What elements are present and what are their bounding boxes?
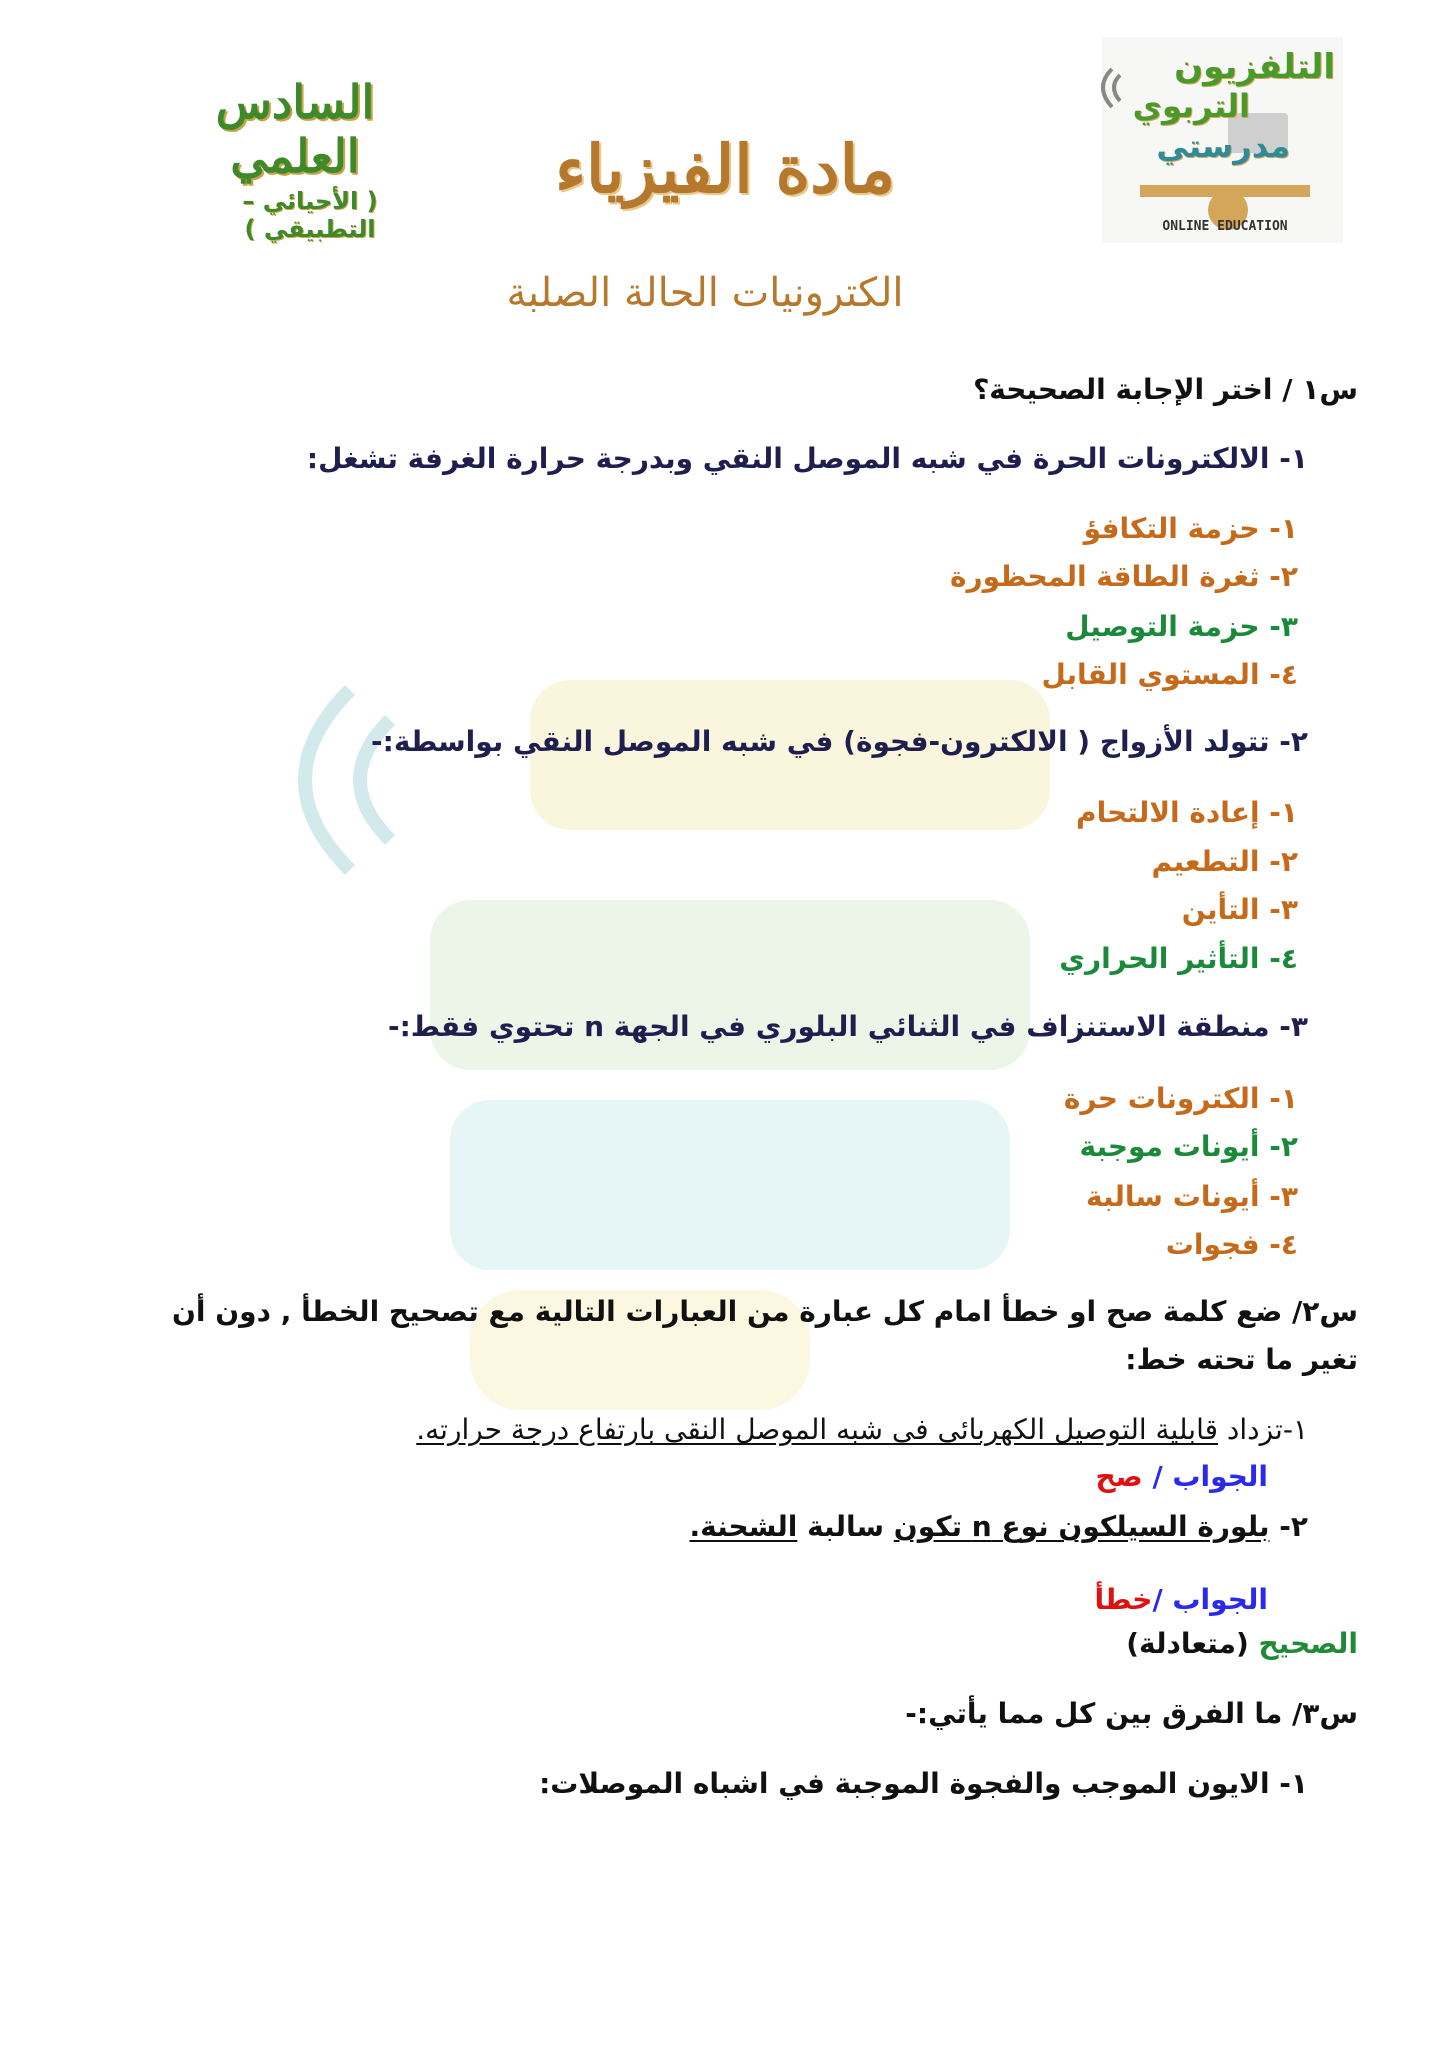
q2-item2-correction bbox=[758, 1627, 1358, 1660]
q2-item1-answer-label: الجواب / bbox=[1152, 1460, 1268, 1493]
q2-item1-underlined: قابلية التوصيل الكهربائى فى شبه الموصل النقى بارتفاع درجة حرارته. bbox=[416, 1413, 1218, 1446]
q1-item2-option3: ٣- التأين bbox=[1181, 893, 1298, 926]
q2-item2-mid: سالبة bbox=[797, 1510, 894, 1543]
q1-item2-option1: ١- إعادة الالتحام bbox=[1076, 796, 1298, 829]
q1-item2-option4: ٤- التأثير الحراري bbox=[1059, 942, 1298, 975]
grade-title: السادس العلمي bbox=[215, 75, 375, 183]
logo-line1: التلفزيون bbox=[1174, 47, 1335, 87]
channel-logo bbox=[1100, 35, 1345, 245]
q2-item2 bbox=[208, 1510, 1308, 1543]
q3-item1: ١- الايون الموجب والفجوة الموجبة في اشباه الموصلات: bbox=[539, 1767, 1308, 1800]
q2-item2-correct-value: (متعادلة) bbox=[1126, 1627, 1249, 1660]
q2-item2-underlined-1: بلورة السيلكون نوع n تكون bbox=[893, 1510, 1270, 1543]
q2-item2-num: ٢- bbox=[1279, 1510, 1308, 1543]
q1-item2-option2: ٢- التطعيم bbox=[1151, 845, 1298, 878]
q1-item3-option3: ٣- أيونات سالبة bbox=[1085, 1180, 1298, 1213]
q1-title: س١ / اختر الإجابة الصحيحة؟ bbox=[973, 373, 1358, 406]
q2-item2-answer-value: خطأ bbox=[1094, 1583, 1153, 1616]
q2-item1-answer-value: صح bbox=[1095, 1460, 1143, 1493]
q1-item3-stem: ٣- منطقة الاستنزاف في الثنائي البلوري في الجهة n تحتوي فقط:- bbox=[387, 1010, 1308, 1043]
q2-item1-answer bbox=[668, 1460, 1268, 1493]
q2-item1-num: ١- bbox=[1282, 1413, 1308, 1446]
logo-caption: ONLINE EDUCATION bbox=[1162, 219, 1288, 234]
logo-line2: التربوي bbox=[1132, 87, 1250, 125]
q1-item1-stem: ١- الالكترونات الحرة في شبه الموصل النقي وبدرجة حرارة الغرفة تشغل: bbox=[306, 442, 1308, 475]
q2-item2-answer bbox=[668, 1583, 1268, 1616]
q1-item1-option3: ٣- حزمة التوصيل bbox=[1065, 610, 1298, 643]
q3-title: س٣/ ما الفرق بين كل مما يأتي:- bbox=[905, 1697, 1358, 1730]
q2-item1 bbox=[208, 1413, 1308, 1446]
q1-item2-stem: ٢- تتولد الأزواج ( الالكترون-فجوة) في شبه الموصل النقي بواسطة:- bbox=[371, 725, 1308, 758]
q1-item1-option4: ٤- المستوي القابل bbox=[1041, 658, 1298, 691]
q2-title-line2: تغير ما تحته خط: bbox=[1125, 1343, 1358, 1376]
q1-item1-option2: ٢- ثغرة الطاقة المحظورة bbox=[950, 560, 1298, 593]
q1-item3-option2: ٢- أيونات موجبة bbox=[1079, 1130, 1298, 1163]
branches-subtitle: ( الأحيائي – التطبيقي ) bbox=[242, 187, 378, 243]
q2-item2-answer-label: الجواب / bbox=[1152, 1583, 1268, 1616]
subject-title: مادة الفيزياء bbox=[554, 130, 896, 208]
q2-item1-pre: تزداد bbox=[1217, 1413, 1283, 1446]
logo-line3: مدرستي bbox=[1156, 127, 1290, 165]
topic-title: الكترونيات الحالة الصلبة bbox=[506, 270, 904, 316]
q2-item2-correct-label: الصحيح bbox=[1258, 1627, 1358, 1660]
q1-item3-option1: ١- الكترونات حرة bbox=[1063, 1082, 1298, 1115]
q1-item1-option1: ١- حزمة التكافؤ bbox=[1083, 512, 1298, 545]
q2-title-line1: س٢/ ضع كلمة صح او خطأ امام كل عبارة من العبارات التالية مع تصحيح الخطأ , دون أن bbox=[172, 1295, 1358, 1328]
q2-item2-underlined-2: الشحنة. bbox=[689, 1510, 798, 1543]
q1-item3-option4: ٤- فجوات bbox=[1165, 1228, 1298, 1261]
